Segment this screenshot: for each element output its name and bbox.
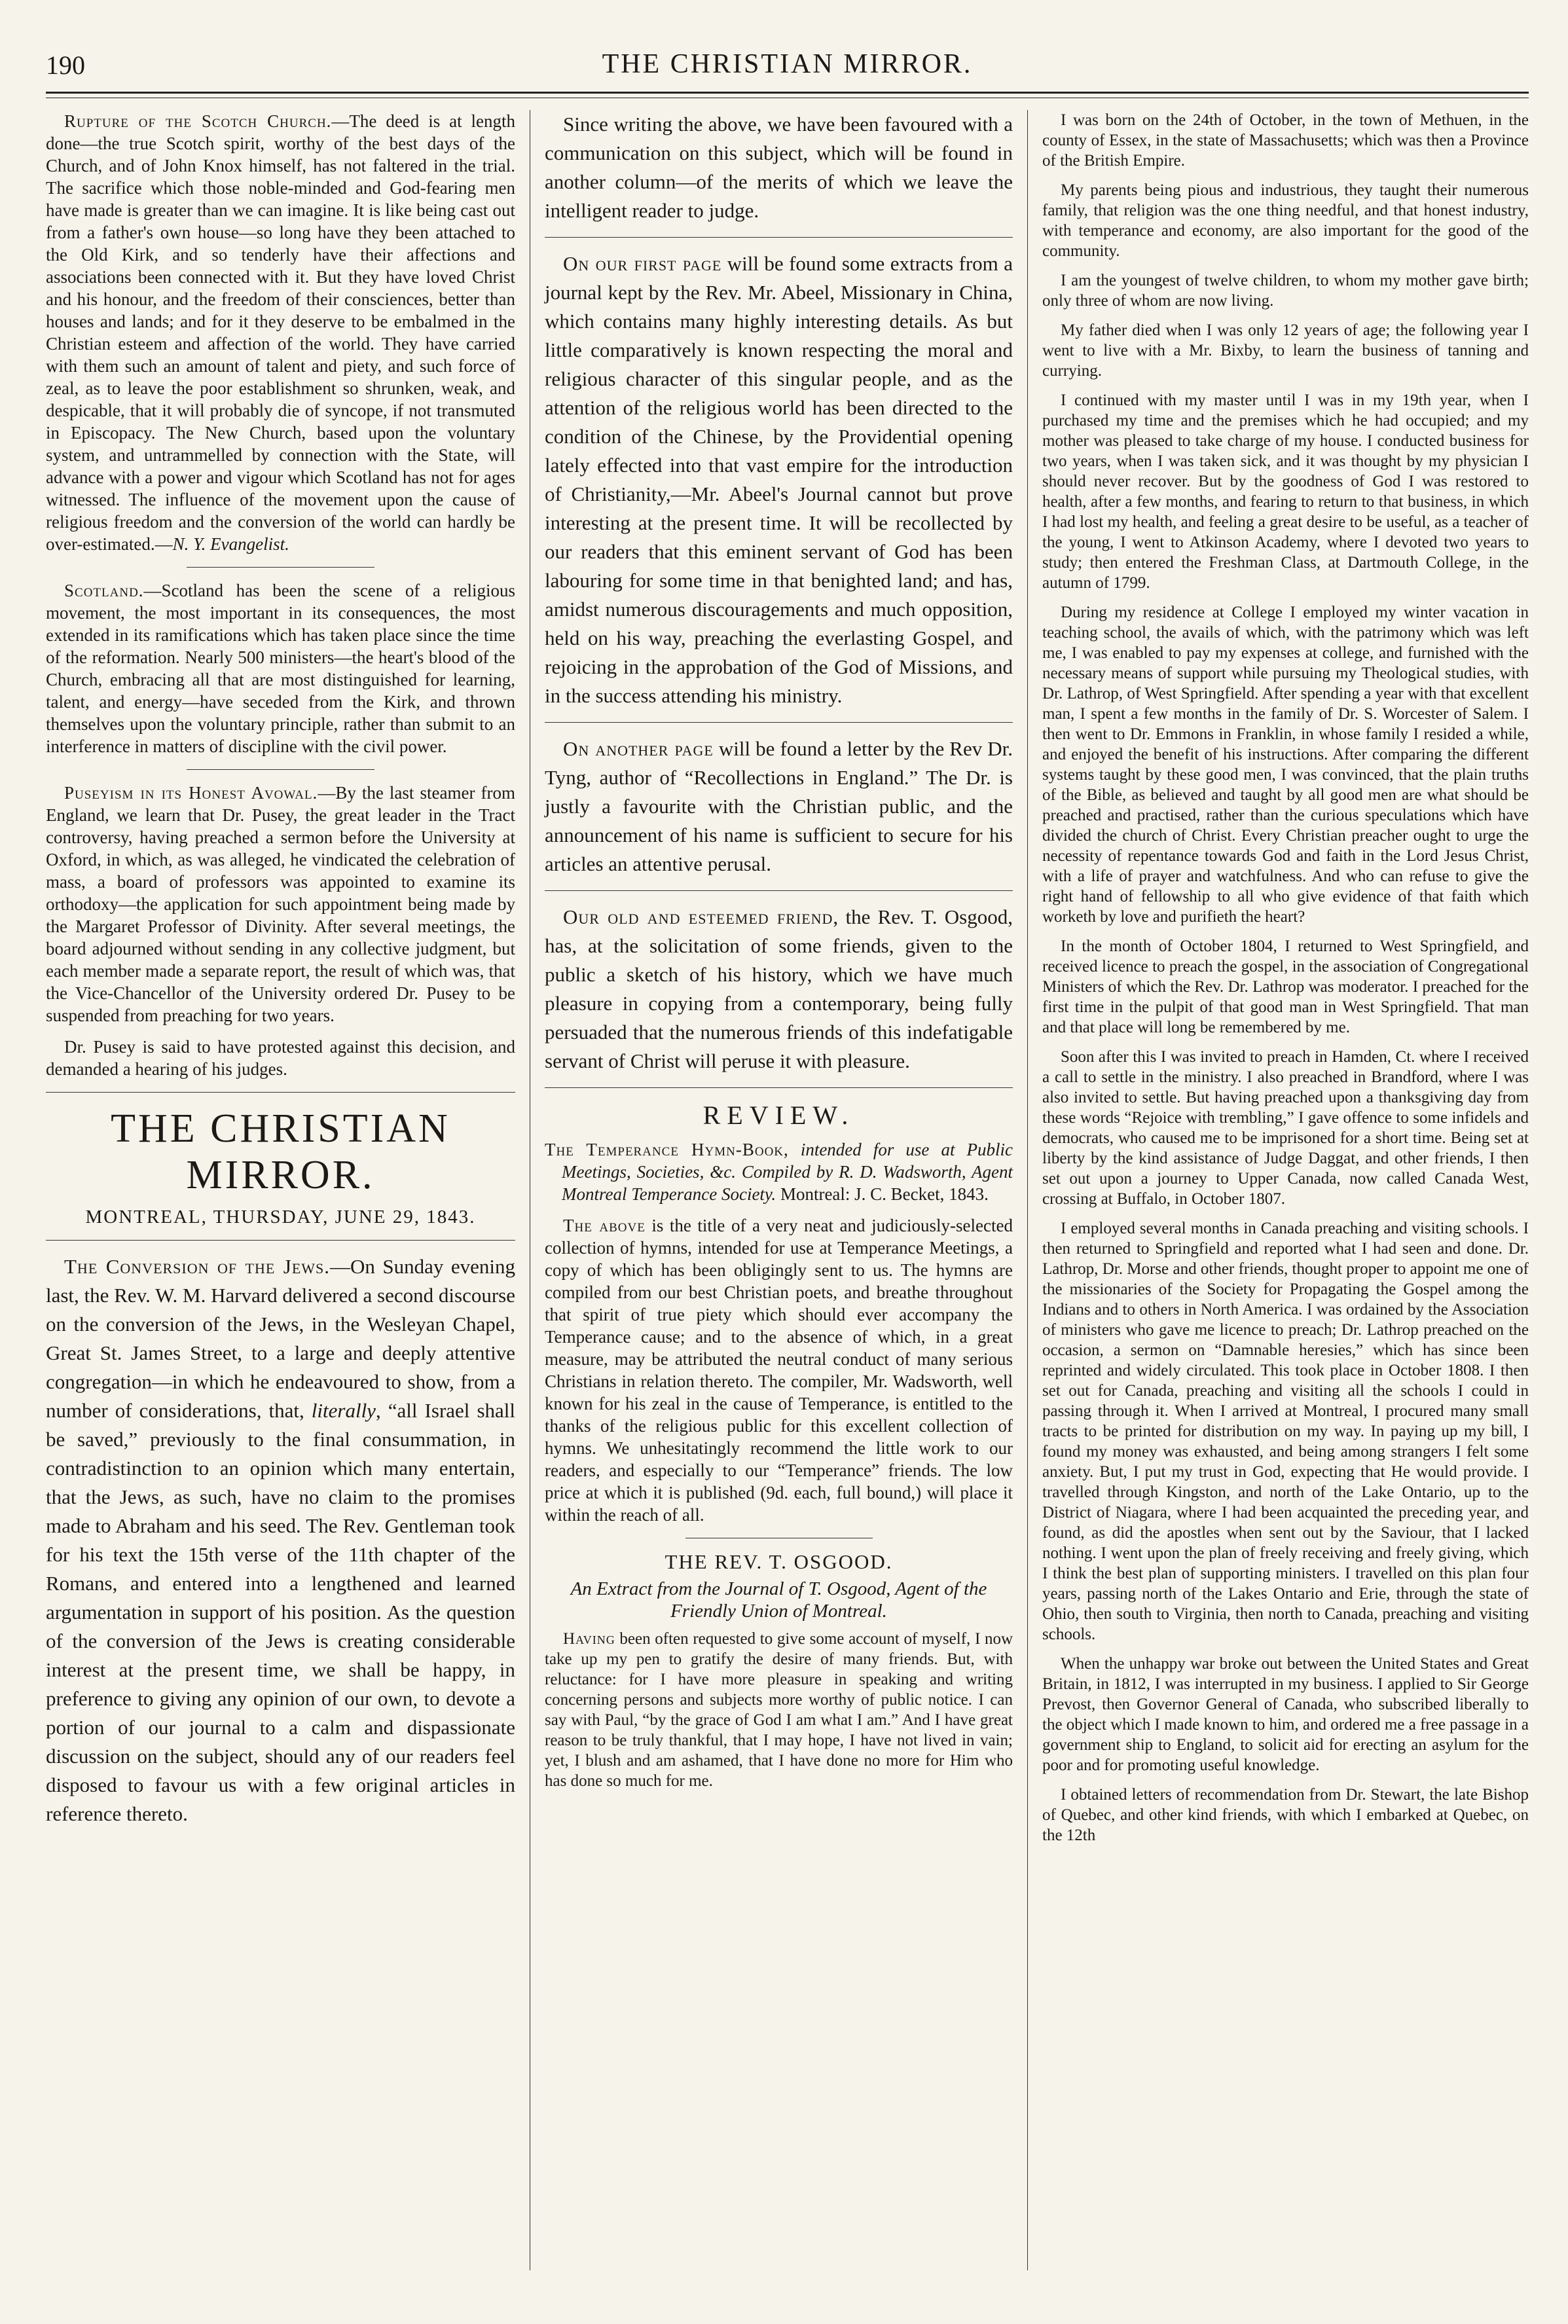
osgood-paragraph: I employed several months in Canada preaching and visiting schools. I then returned to Springfield and reported what I had seen and done. Dr. Lathrop, Dr. Morse and other friends, thought proper to appoint me one of the missionaries of the Society for Propagating the Gospel among the Indians and to others in North America. I was ordained by the Association of ministers who gave me licence to preach; Dr. Lathrop preached on the occasion, a sermon on “Damnable heresies,” which has since been reprinted and widely circulated. This took place in October 1808. I then set out for Canada, preaching and visiting all the schools I could in passing through it. When I arrived at Montreal, I procured many small tracts to be printed for distribution on my way. In paying up my bill, I found my money was exhausted, and being among strangers I felt some anxiety. But, I put my trust in God, expecting that He would provide. I travelled through Kingston, and north of the Lake Ontario, up to the District of Niagara, where I had been acquainted the preceding year, and found, as did the apostles when sent out by the Saviour, that I lacked nothing. I went upon the plan of freely receiving and freely giving, which I think the best plan of supporting ministers. I travelled on this plan four years, passing north of the Lakes Ontario and Erie, through the state of Ohio, then south to Virginia, then north to Canada, preaching and visiting schools. [1042, 1220, 1529, 1643]
paper-title: THE CHRISTIAN MIRROR. [111, 1106, 450, 1197]
columns [46, 110, 1529, 2270]
column-3 [1028, 110, 1529, 2270]
article-scotland [46, 579, 515, 757]
article-text: —By the last steamer from England, we learn that Dr. Pusey, the great leader in the Tract controversy, having preached a sermon before the University at Oxford, in which, as was alleged, he vindicated the celebration of mass, a board of professors was appointed to examine its orthodoxy—the application for such appointment being made by the Margaret Professor of Divinity. After several meetings, the board adjourned without sending in any collective judgment, but each member made a separate report, the result of which was, that the Vice-Chancellor of the University ordered Dr. Pusey to be suspended from preaching for two years. [46, 783, 515, 1025]
notice-lead: Our old and esteemed friend [563, 905, 833, 928]
article-rupture-scotch-church [46, 110, 515, 555]
divider [545, 722, 1013, 723]
notice-lead: On our first page [563, 252, 722, 275]
article-text: —The deed is at length done—the true Scotch spirit, worthy of the best days of the Church, and of John Knox himself, has not faltered in the trial. The sacrifice which those noble-minded and God-fearing men have made is greater than we can imagine. It is like being cast out from a father's own house—so long have they been attached to the Old Kirk, and so tenderly have their affections and associations been connected with it. But they have loved Christ and his honour, and the freedom of their consciences, better than houses and lands; and for it they deserve to be embalmed in the Christian esteem and affection of the world. They have carried with them such an amount of talent and piety, and such force of zeal, as to leave the poor establishment so shrunken, weak, and despicable, that it will probably die of syncope, if not transmuted in Episcopacy. The New Church, based upon the voluntary system, and untrammelled by connection with the State, will advance with a power and vigour which Scotland has not for ages witnessed. The influence of the movement upon the cause of religious freedom and the conversion of the world can hardly be over-estimated.— [46, 111, 515, 554]
book-imprint: Montreal: J. C. Becket, 1843. [776, 1184, 989, 1204]
review-lead: The above [563, 1216, 646, 1235]
book-title: The Temperance Hymn-Book, [545, 1140, 789, 1159]
article-text: —On Sunday evening last, the Rev. W. M. Harvard delivered a second discourse on the conversion of the Jews, in the Wesleyan Chapel, Great St. James Street, to a large and deeply attentive congregation—in which he endeavoured to show, from a number of considerations, that, [46, 1255, 515, 1422]
notice-abeel-journal [545, 249, 1013, 710]
osgood-paragraph: During my residence at College I employed my winter vacation in teaching school, the avails of which, with the patrimony which was left me, I was enabled to pay my expenses at college, and furnished with the necessary means of support while pursuing my Theological studies, with Dr. Lathrop, of West Springfield. After spending a year with that excellent man, I spent a few months in the family of Dr. S. Worcester of Salem. I then went to Dr. Emmons in Franklin, in whose family I resided a while, and enjoyed the benefit of his instructions. After comparing the different systems taught by these good men, I was convinced, that the plain truths of the Bible, as believed and taught by all good men are what should be preached and practised, rather than the curious speculations which have divided the church of Christ. Every Christian preacher ought to urge the necessity of repentance towards God and faith in the Lord Jesus Christ, with a life of prayer and watchfulness. And who can refuse to give the right hand of fellowship to all who give evidence of that faith which worketh by love and purifieth the heart? [1042, 604, 1529, 926]
osgood-paragraph: I obtained letters of recommendation from Dr. Stewart, the late Bishop of Quebec, and other kind friends, with which I embarked at Quebec, on the 12th [1042, 1786, 1529, 1844]
article-emphasis: literally [311, 1399, 376, 1422]
review-title: REVIEW. [702, 1100, 855, 1130]
notice-lead: On another page [563, 737, 714, 760]
article-puseyism-continued: Dr. Pusey is said to have protested against this decision, and demanded a hearing of his judges. [46, 1037, 515, 1079]
notice-text: , the Rev. T. Osgood, has, at the solicitation of some friends, given to the public a sketch of his history, which we have much pleasure in copying from a contemporary, being fully persuaded that the numerous friends of this indefatigable servant of Christ will peruse it with pleasure. [545, 905, 1013, 1072]
osgood-text: been often requested to give some account of myself, I now take up my pen to gratify the desire of many friends. But, with reluctance: for I have more pleasure in speaking and writing concerning persons and subjects more worthy of public notice. I can say with Paul, “by the grace of God I am what I am.” And I have great reason to be truly thankful, that I may hope, I have not lived in vain; yet, I blush and am ashamed, that I have done no more for Him who has done so much for me. [545, 1630, 1013, 1790]
osgood-paragraph: I continued with my master until I was in my 19th year, when I purchased my time and the premises which he had occupied; and my mother was pleased to take charge of my house. I conducted business for two years, when I was taken sick, and it was thought by my physician I should never recover. But by the goodness of God I was restored to health, after a few months, and fearing to return to that business, in which I had lost my health, and feeling a great desire to be useful, as a teacher of the young, I went to Atkinson Academy, where I devoted two years to study; then entered the Freshman Class, at Dartmouth College, in the autumn of 1799. [1042, 391, 1529, 592]
osgood-paragraph: My parents being pious and industrious, they taught their numerous family, that religion was the one thing needful, and that honest industry, with temperance and economy, are also important for the good of the community. [1042, 181, 1529, 260]
osgood-paragraph: I was born on the 24th of October, in the town of Methuen, in the county of Essex, in the state of Massachusetts; which was then a Province of the British Empire. [1042, 111, 1529, 170]
divider [46, 1092, 515, 1093]
column-1 [46, 110, 530, 2270]
osgood-lead: Having [563, 1630, 615, 1648]
article-heading: Rupture of the Scotch Church. [64, 111, 332, 131]
article-text: —Scotland has been the scene of a religious movement, the most important in its consequences, the most extended in its ramifications which has taken place since the time of the reformation. Nearly 500 ministers—the heart's blood of the Church, embracing all that are most distinguished for learning, talent, and energy—have seceded from the Kirk, and thrown themselves upon the voluntary principle, rather than submit to an interference in matters of discipline with the civil power. [46, 581, 515, 756]
article-conversion-of-jews [46, 1252, 515, 1828]
osgood-paragraph: In the month of October 1804, I returned to West Springfield, and received licence to preach the gospel, in the association of Congregational Ministers of which the Rev. Dr. Lathrop was moderator. I preached for the first time in the pulpit of that good man in West Springfield. That man and that place will long be remembered by me. [1042, 937, 1529, 1036]
osgood-paragraph: I am the youngest of twelve children, to whom my mother gave birth; only three of whom are now living. [1042, 272, 1529, 310]
article-puseyism [46, 782, 515, 1026]
page-number: 190 [46, 50, 85, 80]
dateline: MONTREAL, THURSDAY, JUNE 29, 1843. [85, 1207, 476, 1227]
review-body: is the title of a very neat and judiciously-selected collection of hymns, intended for use at Temperance Meetings, a copy of which has been obligingly sent to us. The hymns are compiled from our best Christian poets, and breathe throughout that spirit of true piety which should ever accompany the Temperance cause; and to the absence of which, in a great measure, may be attributed the neutral conduct of many serious Christians in relation thereto. The compiler, Mr. Wadsworth, well known for his zeal in the cause of Temperance, is entitled to the thanks of the religious public for this excellent collection of hymns. We unhesitatingly recommend the little work to our readers, and especially to our “Temperance” friends. The low price at which it is published (9d. each, full bound,) will place it within the reach of all. [545, 1216, 1013, 1525]
divider [187, 769, 374, 770]
running-title: THE CHRISTIAN MIRROR. [602, 49, 973, 79]
divider [545, 890, 1013, 891]
osgood-paragraph: Soon after this I was invited to preach in Hamden, Ct. where I received a call to settle in the ministry. I also preached in Brandford, where I was also invited to settle. But having preached upon a thanksgiving day from these words “Rejoice with trembling,” I gave offence to some infidels and democrats, who caused me to be imprisoned for a short time. Being set at liberty by the kind assistance of Judge Daggat, and other friends, I then set out upon a journey to Upper Canada, now called Canada West, crossing at Buffalo, in October 1807. [1042, 1048, 1529, 1208]
notice-tyng-letter [545, 735, 1013, 879]
article-source: N. Y. Evangelist. [172, 534, 289, 554]
notice-osgood [545, 903, 1013, 1076]
article-text: , “all Israel shall be saved,” previously to the final consummation, in contradistinction to an opinion which many entertain, that the Jews, as such, have no claim to the promises made to Abraham and his seed. The Rev. Gentleman took for his text the 15th verse of the 11th chapter of the Romans, and entered into a lengthened and learned argumentation in support of his position. As the question of the conversion of the Jews is creating considerable interest at the present time, we shall be happy, in preference to giving any opinion of our own, to devote a portion of our journal to a calm and dispassionate discussion on the subject, should any of our readers feel disposed to favour us with a few original articles in reference thereto. [46, 1399, 515, 1825]
masthead [46, 46, 1529, 94]
osgood-intro [545, 1629, 1013, 1791]
divider [46, 1240, 515, 1241]
osgood-paragraph: My father died when I was only 12 years of age; the following year I went to live with a Mr. Bixby, to learn the business of tanning and currying. [1042, 321, 1529, 380]
divider [545, 1087, 1013, 1088]
divider [187, 567, 374, 568]
osgood-paragraph: When the unhappy war broke out between the United States and Great Britain, in 1812, I was interrupted in my business. I applied to Sir George Prevost, then Governor General of Canada, who subscribed liberally to the object which I made known to him, and ordered me a free passage in a government ship to England, to solicit aid for erecting an asylum for the poor and for promoting useful knowledge. [1042, 1655, 1529, 1774]
osgood-title: THE REV. T. OSGOOD. [665, 1550, 893, 1573]
article-heading: Puseyism in its Honest Avowal. [64, 783, 318, 803]
osgood-subtitle: An Extract from the Journal of T. Osgood, Agent of the Friendly Union of Montreal. [570, 1578, 987, 1622]
notice-text: will be found a letter by the Rev Dr. Tyng, author of “Recollections in England.” The Dr. is justly a favourite with the Christian public, and the announcement of his name is sufficient to secure for his articles an attentive perusal. [545, 737, 1013, 875]
column-2 [530, 110, 1028, 2270]
article-heading: Scotland. [64, 581, 144, 600]
book-description: intended for use at Public Meetings, Societies, &c. Compiled by R. D. Wadsworth, Agent Montreal Temperance Society. [562, 1140, 1013, 1204]
divider [545, 237, 1013, 238]
review-text [545, 1214, 1013, 1526]
notice-text: will be found some extracts from a journal kept by the Rev. Mr. Abeel, Missionary in China, which contains many highly interesting details. As but little comparatively is known respecting the moral and religious character of this singular people, and as the attention of the religious world has been directed to the condition of the Chinese, by the Providential opening lately effected into that vast empire for the introduction of Christianity,—Mr. Abeel's Journal cannot but prove interesting at the present time. It will be recollected by our readers that this eminent servant of God has been labouring for some time in that benighted land; and has, amidst numerous discouragements and much opposition, held on his way, preaching the everlasting Gospel, and rejoicing in the approbation of the God of Missions, and in the success attending his ministry. [545, 252, 1013, 707]
editorial-note: Since writing the above, we have been favoured with a communication on this subject, which will be found in another column—of the merits of which we leave the intelligent reader to judge. [545, 113, 1013, 222]
article-heading: The Conversion of the Jews. [64, 1255, 331, 1278]
review-book-entry [545, 1138, 1013, 1205]
